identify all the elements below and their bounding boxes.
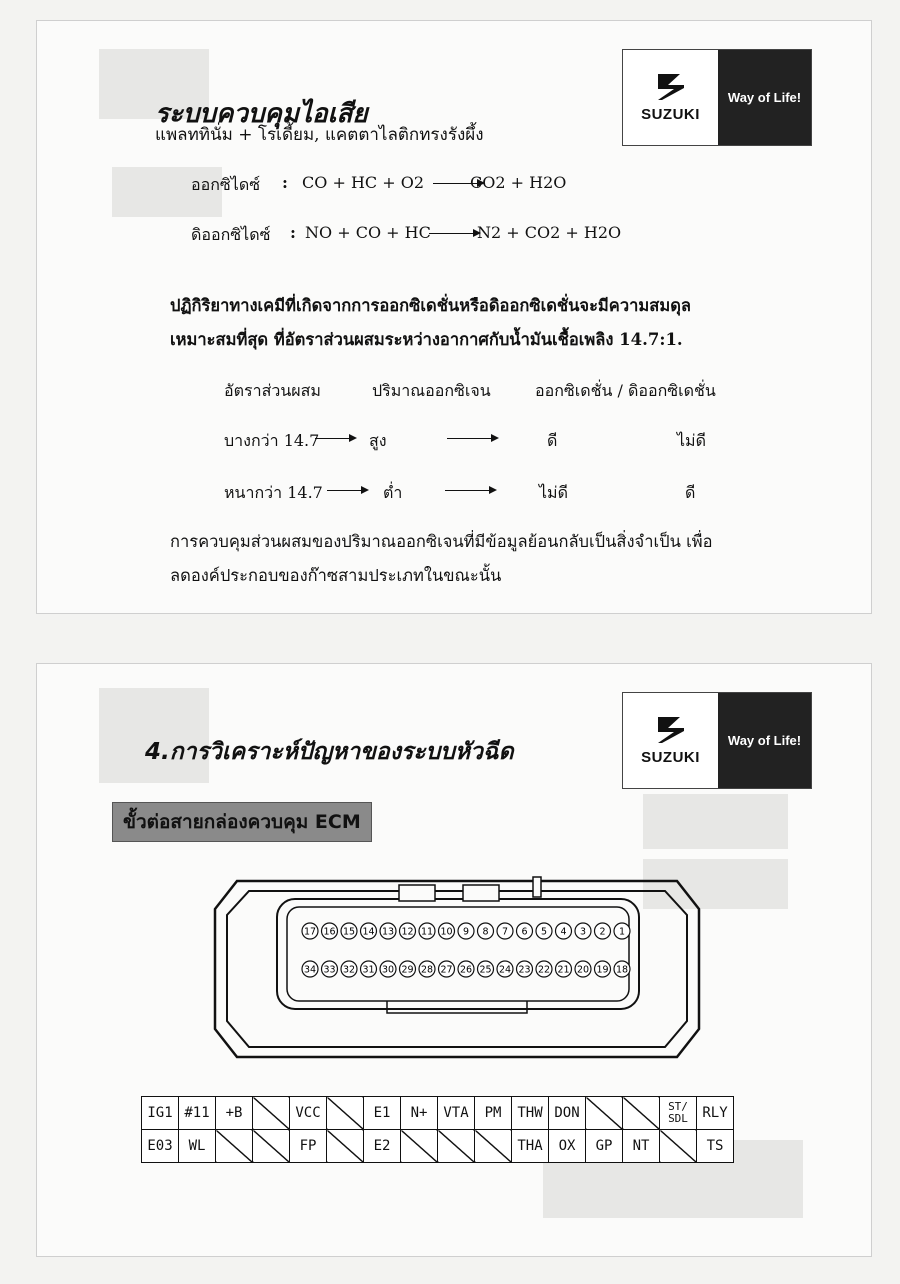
connector-pin-number: 34: [303, 964, 317, 976]
row1-ratio: บางกว่า 14.7: [224, 431, 320, 450]
connector-pin-number: 28: [420, 964, 434, 976]
oxidizer-label: ออกซิไดซ์: [191, 175, 261, 194]
connector-pin-number: 4: [560, 926, 567, 938]
logo-slogan: Way of Life!: [718, 693, 811, 788]
deoxidizer-reactants: NO + CO + HC: [305, 223, 431, 242]
connector-pin-number: 11: [420, 926, 434, 938]
row1-oxidation: ดี: [547, 431, 558, 450]
terminal-cell-empty: [327, 1130, 364, 1163]
logo-slogan: Way of Life!: [718, 50, 811, 145]
terminal-cell: #11: [179, 1097, 216, 1130]
row1-oxygen: สูง: [369, 431, 387, 450]
arrow-icon: [445, 490, 495, 491]
connector-pin-number: 6: [521, 926, 528, 938]
section-title: 4.การวิเคราะห์ปัญหาของระบบหัวฉีด: [145, 739, 514, 765]
connector-pin-number: 5: [540, 926, 548, 938]
terminal-cell: N+: [401, 1097, 438, 1130]
terminal-cell-empty: [475, 1130, 512, 1163]
slide-exhaust-control: [36, 20, 872, 614]
terminal-row-upper: [142, 1097, 734, 1130]
terminal-cell-empty: [623, 1097, 660, 1130]
connector-pin-number: 10: [440, 926, 453, 938]
connector-pin-number: 15: [342, 926, 356, 938]
logo-brand-text: SUZUKI: [641, 749, 700, 766]
terminal-cell-empty: [438, 1130, 475, 1163]
connector-pin-number: 22: [537, 964, 551, 976]
row2-oxygen: ต่ำ: [383, 483, 403, 502]
terminal-cell: FP: [290, 1130, 327, 1163]
deoxidizer-label: ดิออกซิไดซ์: [191, 225, 271, 244]
ecm-terminal-table: [141, 1096, 734, 1163]
page-title: ระบบควบคุมไอเสีย: [155, 99, 368, 129]
deoxidizer-colon: :: [290, 223, 296, 242]
terminal-cell-empty: [253, 1130, 290, 1163]
connector-pin-number: 16: [323, 926, 336, 938]
connector-pin-number: 27: [440, 964, 453, 976]
table-header-oxygen: ปริมาณออกซิเจน: [372, 381, 491, 400]
ecm-connector-badge: ขั้วต่อสายกล่องควบคุม ECM: [112, 802, 372, 842]
arrow-icon: [429, 233, 479, 234]
terminal-row-lower: [142, 1130, 734, 1163]
terminal-cell: TS: [697, 1130, 734, 1163]
table-header-ratio: อัตราส่วนผสม: [224, 381, 321, 400]
arrow-icon: [315, 438, 355, 439]
connector-pin-number: 3: [579, 926, 587, 938]
terminal-cell: THA: [512, 1130, 549, 1163]
paragraph2-line2: ลดองค์ประกอบของก๊าซสามประเภทในขณะนั้น: [170, 566, 502, 585]
connector-pin-number: 33: [323, 964, 336, 976]
suzuki-logo: [622, 49, 812, 146]
connector-pin-number: 31: [362, 964, 375, 976]
logo-brand-text: SUZUKI: [641, 106, 700, 123]
connector-pin-number: 25: [479, 964, 492, 976]
terminal-cell: OX: [549, 1130, 586, 1163]
catalyst-subtitle: แพลททินั่ม + โรเดี้ยม, แคตตาไลติกทรงรังผึ้ง: [155, 125, 484, 145]
connector-pin-number: 8: [482, 926, 489, 938]
terminal-cell: WL: [179, 1130, 216, 1163]
terminal-cell-empty: [253, 1097, 290, 1130]
terminal-cell: E1: [364, 1097, 401, 1130]
terminal-cell-empty: [327, 1097, 364, 1130]
terminal-cell: DON: [549, 1097, 586, 1130]
connector-pin-number: 18: [615, 964, 629, 976]
terminal-cell-empty: [660, 1130, 697, 1163]
terminal-cell: ST/ SDL: [660, 1097, 697, 1130]
arrow-icon: [447, 438, 497, 439]
row2-oxidation: ไม่ดี: [539, 483, 568, 502]
connector-pin-number: 17: [303, 926, 317, 938]
paragraph2-line1: การควบคุมส่วนผสมของปริมาณออกซิเจนที่มีข้อมูลย้อนกลับเป็นสิ่งจำเป็น เพื่อ: [170, 532, 713, 551]
connector-pin-number: 29: [401, 964, 414, 976]
connector-pin-number: 20: [576, 964, 590, 976]
connector-pin-number: 19: [596, 964, 609, 976]
ecm-connector-diagram: [207, 869, 707, 1064]
arrow-icon: [327, 490, 367, 491]
oxidizer-reactants: CO + HC + O2: [302, 173, 425, 192]
suzuki-logo: [622, 692, 812, 789]
paragraph1-line2: เหมาะสมที่สุด ที่อัตราส่วนผสมระหว่างอากาศกับน้ำมันเชื้อเพลิง 14.7:1.: [170, 330, 683, 349]
terminal-cell: GP: [586, 1130, 623, 1163]
connector-pin-number: 14: [362, 926, 375, 938]
connector-pin-number: 32: [342, 964, 356, 976]
oxidizer-products: CO2 + H2O: [470, 173, 567, 192]
terminal-cell: E2: [364, 1130, 401, 1163]
terminal-cell: VTA: [438, 1097, 475, 1130]
deoxidizer-products: N2 + CO2 + H2O: [477, 223, 622, 242]
terminal-cell-empty: [586, 1097, 623, 1130]
connector-pin-number: 30: [381, 964, 395, 976]
slide-injection-diagnosis: [36, 663, 872, 1257]
row1-deoxidation: ไม่ดี: [677, 431, 706, 450]
connector-pin-number: 9: [462, 926, 470, 938]
connector-pin-number: 24: [498, 964, 512, 976]
connector-pin-number: 12: [401, 926, 414, 938]
connector-pin-number: 13: [381, 926, 395, 938]
terminal-cell: VCC: [290, 1097, 327, 1130]
terminal-cell: RLY: [697, 1097, 734, 1130]
connector-pin-number: 2: [599, 926, 606, 938]
suzuki-s-icon: [654, 72, 688, 102]
row2-ratio: หนากว่า 14.7: [224, 483, 323, 502]
connector-pin-number: 23: [518, 964, 531, 976]
table-header-reaction: ออกซิเดชั่น / ดิออกซิเดชั่น: [535, 381, 716, 400]
row2-deoxidation: ดี: [685, 483, 696, 502]
terminal-cell: +B: [216, 1097, 253, 1130]
connector-pin-number: 26: [459, 964, 473, 976]
connector-pin-number: 7: [501, 926, 509, 938]
terminal-cell-empty: [216, 1130, 253, 1163]
terminal-cell: E03: [142, 1130, 179, 1163]
oxidizer-colon: :: [282, 173, 288, 192]
suzuki-s-icon: [654, 715, 688, 745]
terminal-cell: IG1: [142, 1097, 179, 1130]
connector-pin-number: 1: [618, 926, 626, 938]
paragraph1-line1: ปฏิกิริยาทางเคมีที่เกิดจากการออกซิเดชั่นหรือดิออกซิเดชั่นจะมีความสมดุล: [170, 296, 692, 315]
terminal-cell: NT: [623, 1130, 660, 1163]
connector-pin-number: 21: [557, 964, 570, 976]
terminal-cell: THW: [512, 1097, 549, 1130]
terminal-cell: PM: [475, 1097, 512, 1130]
terminal-cell-empty: [401, 1130, 438, 1163]
